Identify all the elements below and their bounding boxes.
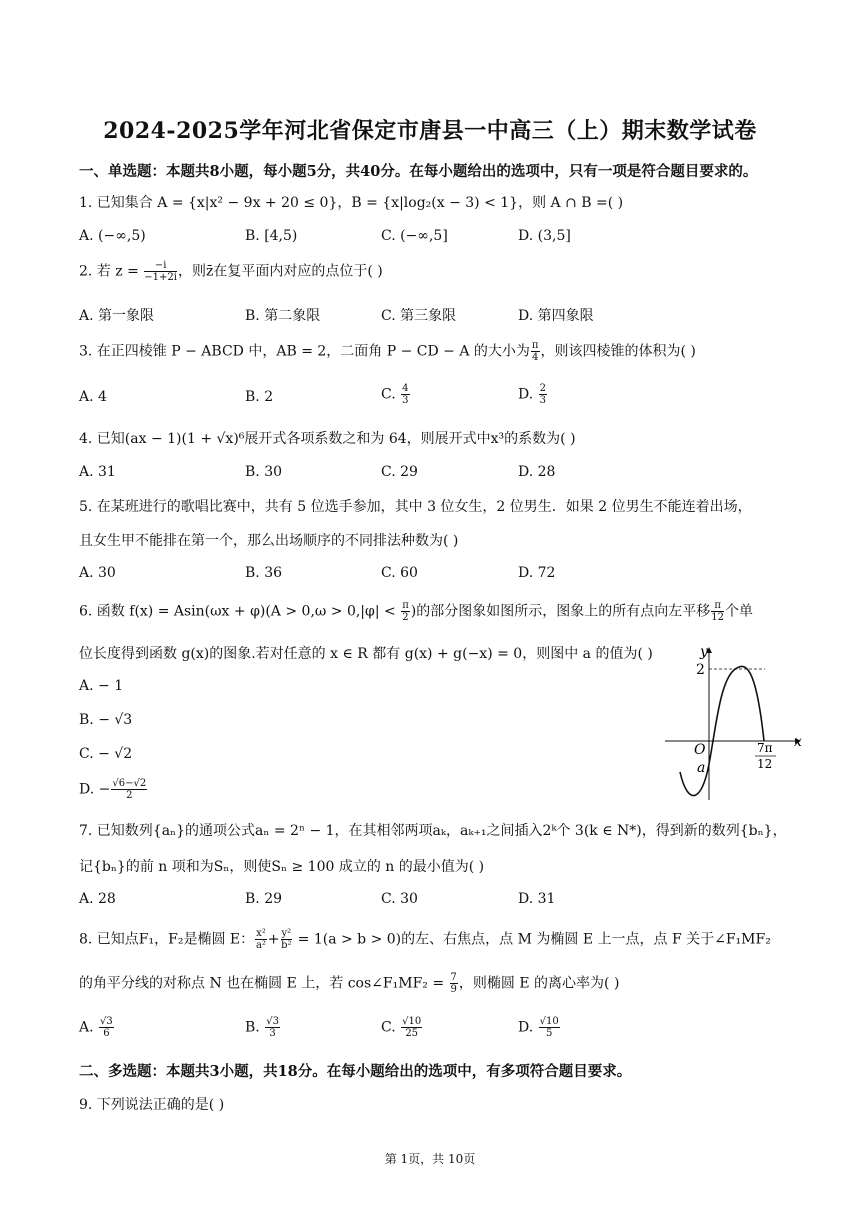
q8-option-d: D. $\frac{√10}{5}$ bbox=[518, 1016, 559, 1039]
q2-option-b: B. 第二象限 bbox=[245, 308, 321, 324]
q5-option-c: C. 60 bbox=[381, 565, 418, 581]
question-5-line-2: 且女生甲不能排在第一个，那么出场顺序的不同排法种数为( ) bbox=[79, 533, 459, 549]
q7-option-a: A. 28 bbox=[79, 891, 116, 907]
question-3-stem: 3. 在正四棱锥 P − ABCD 中，AB = 2，二面角 P − CD − A 的大小为 $\frac{\pi}{4}$ ，则该四棱锥的体积为( ) bbox=[79, 340, 696, 363]
question-4-stem: 4. 已知(ax − 1)(1 + √x)⁶展开式各项系数之和为 64，则展开式中x³的系数为( ) bbox=[79, 431, 576, 447]
question-9-stem: 9. 下列说法正确的是( ) bbox=[79, 1097, 225, 1113]
q2-option-a: A. 第一象限 bbox=[79, 308, 155, 324]
q6-option-a: A. − 1 bbox=[79, 678, 124, 694]
fraction: $\frac{-i}{-1+2i}$ bbox=[144, 260, 177, 283]
q3-option-d: D. $\frac{2}{3}$ bbox=[518, 383, 547, 406]
max-value-label: 2 bbox=[696, 662, 705, 678]
q4-option-a: A. 31 bbox=[79, 464, 116, 480]
question-6-line-1: 6. 函数 f(x) = Asin(ωx + φ)(A > 0,ω > 0,|φ| < $\frac{\pi}{2}$ )的部分图象如图所示，图象上的所有点向左平移 $\frac{\pi}{12}$ 个单 bbox=[79, 600, 753, 623]
origin-label: O bbox=[694, 742, 706, 758]
x-tick-numerator: 7π bbox=[757, 741, 773, 755]
q3-option-b: B. 2 bbox=[245, 389, 274, 405]
q4-option-d: D. 28 bbox=[518, 464, 556, 480]
q6-option-b: B. − √3 bbox=[79, 712, 133, 728]
q1-option-c: C. (−∞,5] bbox=[381, 228, 448, 244]
q7-option-d: D. 31 bbox=[518, 891, 556, 907]
question-1-stem: 1. 已知集合 A = {x|x² − 9x + 20 ≤ 0}，B = {x|log₂(x − 3) < 1}，则 A ∩ B =( ) bbox=[79, 195, 624, 211]
q8-option-b: B. $\frac{√3}{3}$ bbox=[245, 1016, 279, 1039]
question-8-line-2: 的角平分线的对称点 N 也在椭圆 E 上，若 cos∠F₁MF₂ = $\frac{7}{9}$ ，则椭圆 E 的离心率为( ) bbox=[79, 972, 620, 995]
q1-option-a: A. (−∞,5) bbox=[79, 228, 146, 244]
q1-option-b: B. [4,5) bbox=[245, 228, 298, 244]
q5-option-d: D. 72 bbox=[518, 565, 556, 581]
x-tick-denominator: 12 bbox=[757, 757, 773, 771]
q7-option-c: C. 30 bbox=[381, 891, 418, 907]
question-5-line-1: 5. 在某班进行的歌唱比赛中，共有 5 位选手参加，其中 3 位女生，2 位男生．如果 2 位男生不能连着出场， bbox=[79, 499, 752, 515]
x-axis-label: x bbox=[794, 734, 802, 750]
q8-option-c: C. $\frac{√10}{25}$ bbox=[381, 1016, 422, 1039]
q3-option-a: A. 4 bbox=[79, 389, 107, 405]
section-heading-multi-choice: 二、多选题：本题共3小题，共18分。在每小题给出的选项中，有多项符合题目要求。 bbox=[79, 1063, 632, 1080]
q6-option-d: D. − $\frac{√6-√2}{2}$ bbox=[79, 778, 147, 801]
question-8-line-1: 8. 已知点F₁，F₂是椭圆 E： $\frac{\text{x²}}{\text{a²}}$ + $\frac{\text{y²}}{\text{b²}}$ = 1(a > b > 0)的左、右焦点，点 M 为椭圆 E 上一点，点 F 关于∠F₁MF₂ bbox=[79, 928, 771, 951]
page-footer: 第 1页，共 10页 bbox=[384, 1152, 476, 1166]
q5-option-a: A. 30 bbox=[79, 565, 116, 581]
q8-option-a: A. $\frac{√3}{6}$ bbox=[79, 1016, 113, 1039]
q5-option-b: B. 36 bbox=[245, 565, 283, 581]
a-label: a bbox=[697, 760, 706, 776]
q3-option-c: C. $\frac{4}{3}$ bbox=[381, 383, 409, 406]
section-heading-single-choice: 一、单选题：本题共8小题，每小题5分，共40分。在每小题给出的选项中，只有一项是符合题目要求的。 bbox=[79, 163, 758, 180]
y-axis-label: y bbox=[700, 644, 708, 660]
q1-option-d: D. (3,5] bbox=[518, 228, 571, 244]
q2-option-c: C. 第三象限 bbox=[381, 308, 457, 324]
question-2-stem: 2. 若 z = $\frac{-i}{-1+2i}$ ，则z̄在复平面内对应的点位于( ) bbox=[79, 260, 383, 283]
q2-option-d: D. 第四象限 bbox=[518, 308, 594, 324]
page-title: 2024-2025学年河北省保定市唐县一中高三（上）期末数学试卷 bbox=[103, 118, 757, 144]
q4-option-b: B. 30 bbox=[245, 464, 283, 480]
sine-graph-figure bbox=[660, 642, 810, 802]
sine-curve bbox=[680, 666, 764, 795]
q6-option-c: C. − √2 bbox=[79, 746, 133, 762]
question-7-line-1: 7. 已知数列{aₙ}的通项公式aₙ = 2ⁿ − 1，在其相邻两项aₖ，aₖ₊₁之间插入2ᵏ个 3(k ∈ N*)，得到新的数列{bₙ}， bbox=[79, 823, 787, 839]
question-7-line-2: 记{bₙ}的前 n 项和为Sₙ，则使Sₙ ≥ 100 成立的 n 的最小值为( ) bbox=[79, 859, 485, 875]
q7-option-b: B. 29 bbox=[245, 891, 283, 907]
question-6-line-2: 位长度得到函数 g(x)的图象.若对任意的 x ∈ R 都有 g(x) + g(−x) = 0，则图中 a 的值为( ) bbox=[79, 646, 653, 662]
q4-option-c: C. 29 bbox=[381, 464, 418, 480]
